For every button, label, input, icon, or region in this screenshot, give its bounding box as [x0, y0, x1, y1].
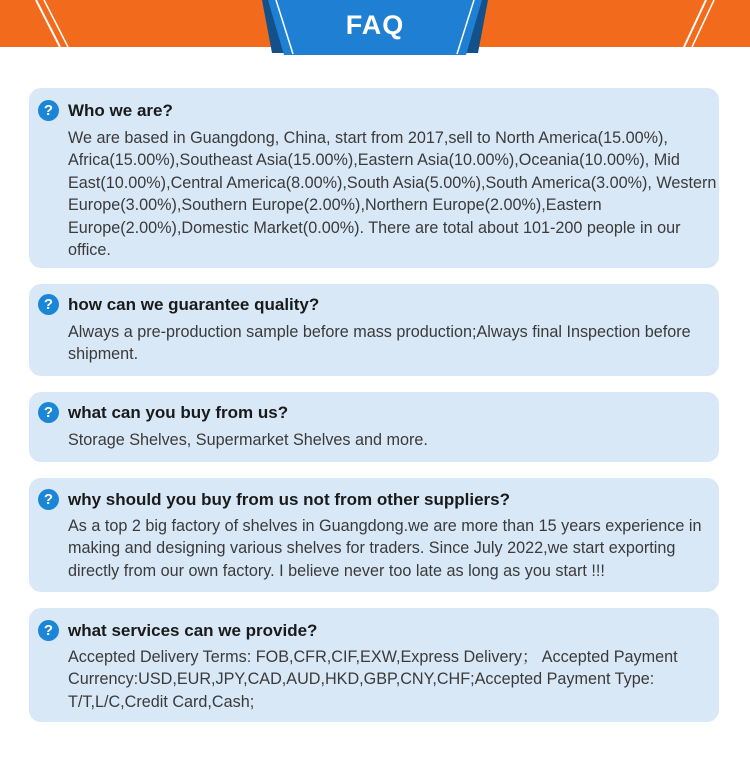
faq-item — [29, 284, 719, 376]
faq-banner — [0, 0, 750, 60]
question-icon: ? — [38, 100, 59, 121]
faq-question: Who we are? — [68, 101, 173, 120]
faq-answer: Storage Shelves, Supermarket Shelves and more. — [68, 431, 428, 449]
question-icon: ? — [38, 402, 59, 423]
faq-item — [29, 608, 719, 722]
page-title: FAQ — [345, 10, 405, 40]
question-icon: ? — [38, 294, 59, 315]
faq-question: what services can we provide? — [68, 621, 318, 640]
faq-item — [29, 478, 719, 592]
faq-answer: We are based in Guangdong, China, start from 2017,sell to North America(15.00%), Africa(15.00%),Southeast Asia(15.00%),Eastern Asia(10.00%),Oceania(10.00%), Mid East(10.00%),Central America(8.00%),South Asia(5.00%),South America(3.00%), Western Europe(3.00%),Southern Europe(2.00%),Northern Europe(2.00%),Eastern Europe(2.00%),Domestic Market(0.00%). There are total about 101-200 people in our office. — [68, 129, 717, 260]
faq-question: what can you buy from us? — [68, 403, 289, 422]
faq-answer: Accepted Delivery Terms: FOB,CFR,CIF,EXW,Express Delivery； Accepted Payment Currency:USD,EUR,JPY,CAD,AUD,HKD,GBP,CNY,CHF;Accepted Payment Type: T/T,L/C,Credit Card,Cash; — [68, 648, 678, 711]
faq-item — [29, 88, 719, 268]
faq-item — [29, 392, 719, 462]
faq-answer: Always a pre-production sample before mass production;Always final Inspection before shipment. — [68, 323, 691, 364]
faq-question: why should you buy from us not from other suppliers? — [68, 490, 511, 509]
faq-answer: As a top 2 big factory of shelves in Guangdong.we are more than 15 years experience in making and designing various shelves for traders. Since July 2022,we start exporting directly from our own factory. I believe never too late as long as you start !!! — [68, 517, 702, 580]
faq-question: how can we guarantee quality? — [68, 295, 320, 314]
question-icon: ? — [38, 489, 59, 510]
question-icon: ? — [38, 620, 59, 641]
